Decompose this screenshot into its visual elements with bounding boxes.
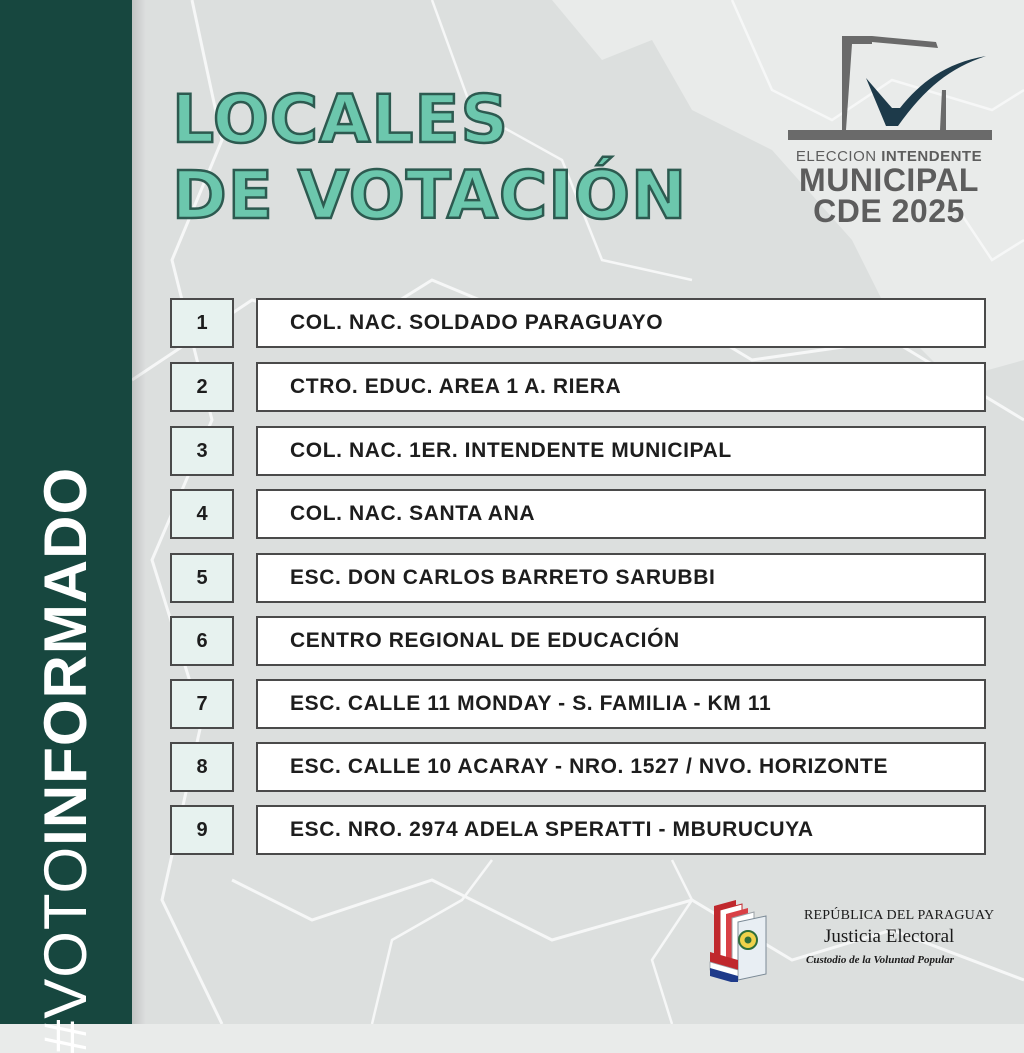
locale-number: 2 [170,362,234,412]
locale-name: ESC. DON CARLOS BARRETO SARUBBI [256,553,986,603]
organization-text [804,908,1004,966]
list-item [170,616,988,670]
locale-number: 5 [170,553,234,603]
list-item [170,805,988,859]
title-line-1: LOCALES [172,81,509,158]
locale-number: 7 [170,679,234,729]
locale-name: ESC. CALLE 10 ACARAY - NRO. 1527 / NVO. HORIZONTE [256,742,986,792]
locale-name: COL. NAC. SANTA ANA [256,489,986,539]
locale-name: COL. NAC. SOLDADO PARAGUAYO [256,298,986,348]
hashtag-bold: INFORMADO [32,466,99,846]
locale-name: COL. NAC. 1ER. INTENDENTE MUNICIPAL [256,426,986,476]
sidebar-shadow [132,0,146,1024]
locale-number: 8 [170,742,234,792]
page-title [172,82,687,234]
org-name: Justicia Electoral [824,926,955,947]
locale-name: ESC. CALLE 11 MONDAY - S. FAMILIA - KM 11 [256,679,986,729]
list-item [170,489,988,543]
list-item [170,553,988,607]
list-item [170,298,988,352]
hashtag-prefix: #VOTO [32,845,99,1053]
title-line-2: DE VOTACIÓN [172,157,688,234]
list-item [170,426,988,480]
locale-number: 9 [170,805,234,855]
list-item [170,679,988,733]
list-item [170,742,988,796]
election-logo-line-2: MUNICIPAL [799,162,979,198]
list-item [170,362,988,416]
hashtag-voto-informado [32,466,99,1053]
org-tagline: Custodio de la Voluntad Popular [806,954,954,966]
locale-name: CENTRO REGIONAL DE EDUCACIÓN [256,616,986,666]
election-logo-line-1: ELECCION INTENDENTE [795,148,983,165]
locale-name: ESC. NRO. 2974 ADELA SPERATTI - MBURUCUYA [256,805,986,855]
election-logo-line-3: CDE 2025 [813,193,965,229]
locale-name: CTRO. EDUC. AREA 1 A. RIERA [256,362,986,412]
locale-number: 6 [170,616,234,666]
locale-number: 3 [170,426,234,476]
locale-number: 4 [170,489,234,539]
org-country: REPÚBLICA DEL PARAGUAY [804,908,995,923]
locale-number: 1 [170,298,234,348]
election-logo-text [790,148,988,227]
